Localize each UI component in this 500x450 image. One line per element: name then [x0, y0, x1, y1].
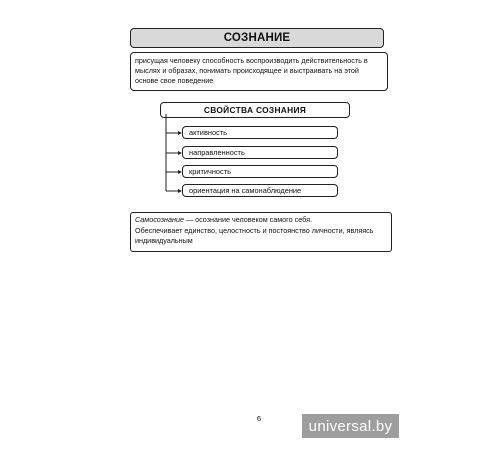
page-number: 6	[256, 414, 262, 423]
page-title: СОЗНАНИЕ	[130, 28, 384, 48]
self-awareness-definition: — осознание человеком самого себя.	[183, 215, 312, 224]
watermark: universal.by	[302, 414, 399, 438]
self-awareness-description: Обеспечивает единство, целостность и постоянство личности, являясь индивидуальным	[135, 225, 374, 246]
connector-lines	[164, 114, 184, 194]
self-awareness-term: Самосознание	[135, 215, 184, 224]
self-awareness-box	[130, 212, 392, 252]
properties-header: СВОЙСТВА СОЗНАНИЯ	[160, 102, 350, 118]
property-item: ориентация на самонаблюдение	[182, 184, 338, 197]
property-item: критичность	[182, 165, 338, 178]
property-item: направленность	[182, 146, 338, 159]
definition-box: присущая человеку способность воспроизводить действительность в мыслях и образах, понимать происходящее и выстраивать на этой основе свое поведение	[130, 52, 388, 91]
property-item: активность	[182, 126, 338, 139]
